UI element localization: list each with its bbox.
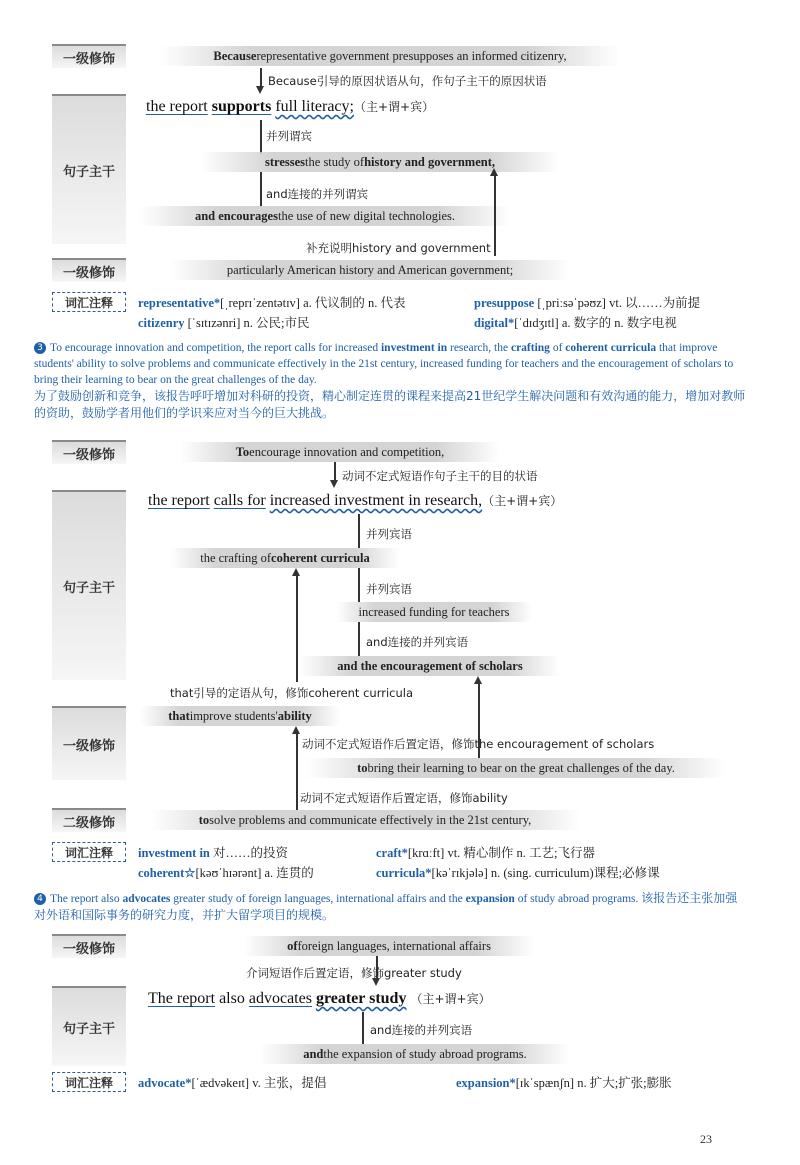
connector bbox=[358, 568, 360, 602]
label-yiji-5: 一级修饰 bbox=[52, 934, 126, 958]
connector bbox=[260, 120, 262, 154]
vocab-expansion: expansion*[ɪkˈspænʃn] n. 扩大;扩张;膨胀 bbox=[456, 1076, 672, 1090]
label-yiji-2: 一级修饰 bbox=[52, 258, 126, 282]
vocab-representative: representative*[ˌreprɪˈzentətɪv] a. 代议制的 n. 代表 bbox=[138, 296, 406, 310]
encourages-phrase: and encourages the use of new digital technologies. bbox=[140, 206, 510, 226]
label-cihui-1: 词汇注释 bbox=[52, 292, 126, 312]
paragraph-3: 3 To encourage innovation and competition, the report calls for increased investment in research, the crafting of coherent curricula that improve students' ability to solve problems and communicate effectively in the 21st century, increased funding for teachers and the encouragement of scholars to bring their learning to bear on the great challenges of the day. 为了鼓励创新和竞争，该报告呼吁增加对科研的投资，精心制定连贯的课程来提高21世纪学生解决问题和有效沟通的能力，增加对教师的资助，鼓励学者用他们的学识来应对当今的巨大挑战。 bbox=[34, 342, 746, 420]
main-clause-2: the report supports full literacy;（主+谓+宾） bbox=[146, 98, 435, 115]
connector bbox=[334, 462, 336, 482]
that-clause: that improve students' ability bbox=[140, 706, 340, 726]
main-clause-3: the report calls for increased investment in research,（主+谓+宾） bbox=[148, 492, 563, 509]
connector bbox=[296, 730, 298, 810]
crafting-phrase: the crafting of coherent curricula bbox=[170, 548, 400, 568]
to-solve-phrase: to solve problems and communicate effectively in the 21st century, bbox=[150, 810, 580, 830]
page-number: 23 bbox=[700, 1132, 712, 1146]
particularly-phrase: particularly American history and American government; bbox=[170, 260, 570, 280]
connector bbox=[358, 622, 360, 656]
vocab-citizenry: citizenry [ˈsɪtɪzənri] n. 公民;市民 bbox=[138, 316, 310, 330]
vocab-coherent: coherent☆[kəʊˈhɪərənt] a. 连贯的 bbox=[138, 866, 314, 880]
note-and-2: and连接的并列谓宾 bbox=[266, 187, 369, 201]
main-clause-4: The report also advocates greater study （主+谓+宾） bbox=[148, 990, 491, 1007]
note-to: 动词不定式短语作句子主干的目的状语 bbox=[342, 469, 538, 483]
stresses-phrase: stresses the study of history and government, bbox=[200, 152, 560, 172]
encouragement-phrase: and the encouragement of scholars bbox=[300, 656, 560, 676]
note-and-4: and连接的并列宾语 bbox=[370, 1023, 473, 1037]
funding-phrase: increased funding for teachers bbox=[336, 602, 532, 622]
because-clause: Because representative government presupposes an informed citizenry, bbox=[160, 46, 620, 66]
label-yiji-3: 一级修饰 bbox=[52, 440, 126, 464]
label-cihui-3: 词汇注释 bbox=[52, 1072, 126, 1092]
vocab-digital: digital*[ˈdɪdʒɪtl] a. 数字的 n. 数字电视 bbox=[474, 316, 677, 330]
note-supplement: 补充说明history and government bbox=[306, 241, 491, 255]
to-bring-phrase: to bring their learning to bear on the great challenges of the day. bbox=[306, 758, 726, 778]
connector bbox=[362, 1012, 364, 1046]
connector bbox=[296, 572, 298, 682]
to-encourage-phrase: To encourage innovation and competition, bbox=[180, 442, 500, 462]
note-and-3: and连接的并列宾语 bbox=[366, 635, 469, 649]
arrow-up bbox=[474, 676, 482, 684]
label-zhugan-1: 句子主干 bbox=[52, 94, 126, 244]
label-cihui-2: 词汇注释 bbox=[52, 842, 126, 862]
note-bingliewei: 并列谓宾 bbox=[266, 129, 312, 143]
of-phrase: of foreign languages, international affairs bbox=[244, 936, 534, 956]
arrow-up bbox=[292, 726, 300, 734]
arrow-up bbox=[292, 568, 300, 576]
vocab-curricula: curricula*[kəˈrɪkjələ] n. (sing. curriculum)课程;必修课 bbox=[376, 866, 660, 880]
vocab-presuppose: presuppose [ˌpriːsəˈpəʊz] vt. 以……为前提 bbox=[474, 296, 701, 310]
and-expansion-phrase: and the expansion of study abroad programs. bbox=[260, 1044, 570, 1064]
arrow-down bbox=[330, 480, 338, 488]
connector bbox=[358, 514, 360, 548]
label-yiji-1: 一级修饰 bbox=[52, 44, 126, 68]
vocab-advocate: advocate*[ˈædvəkeɪt] v. 主张，提倡 bbox=[138, 1076, 327, 1090]
arrow-up bbox=[490, 168, 498, 176]
vocab-investment: investment in 对……的投资 bbox=[138, 846, 289, 860]
note-because: Because引导的原因状语从句，作句子主干的原因状语 bbox=[268, 74, 547, 88]
arrow-down bbox=[256, 86, 264, 94]
paragraph-4: 4 The report also advocates greater study of foreign languages, international affairs and the expansion of study abroad programs. 该报告还主张加强对外语和国际事务的研究力度，并扩大留学项目的规模。 bbox=[34, 891, 738, 922]
label-erji: 二级修饰 bbox=[52, 808, 126, 832]
note-inf-2: 动词不定式短语作后置定语，修饰ability bbox=[300, 791, 508, 805]
connector bbox=[260, 172, 262, 206]
note-inf-1: 动词不定式短语作后置定语，修饰the encouragement of scholars bbox=[302, 737, 655, 751]
label-yiji-4: 一级修饰 bbox=[52, 706, 126, 780]
note-that: that引导的定语从句，修饰coherent curricula bbox=[170, 686, 413, 700]
connector bbox=[260, 68, 262, 88]
label-zhugan-2: 句子主干 bbox=[52, 490, 126, 680]
note-bingliebin-2: 并列宾语 bbox=[366, 582, 412, 596]
note-of: 介词短语作后置定语，修饰greater study bbox=[246, 966, 462, 980]
label-zhugan-3: 句子主干 bbox=[52, 986, 126, 1066]
vocab-craft: craft*[krɑːft] vt. 精心制作 n. 工艺;飞行器 bbox=[376, 846, 596, 860]
note-bingliebin-1: 并列宾语 bbox=[366, 527, 412, 541]
connector bbox=[494, 172, 496, 256]
